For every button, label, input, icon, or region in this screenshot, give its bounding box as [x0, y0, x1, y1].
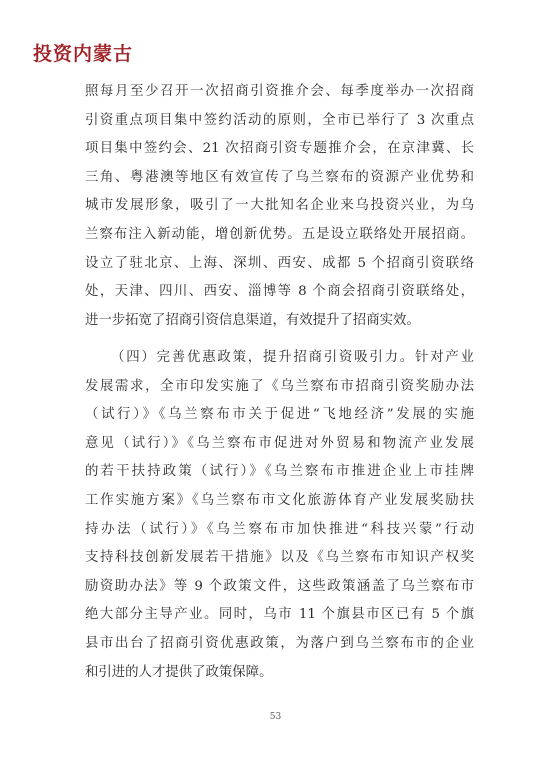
body-paragraph-1: [85, 78, 474, 335]
paragraph-line: （试行）》《乌兰察布市关于促进“飞地经济”发展的实施: [85, 407, 474, 423]
paragraph-line: 引资重点项目集中签约活动的原则，全市已举行了 3 次重点: [85, 112, 474, 128]
paragraph-line: 和引进的人才提供了政策保障。: [85, 664, 273, 680]
paragraph-line: 支持科技创新发展若干措施》以及《乌兰察布市知识产权奖: [85, 550, 474, 566]
paragraph-line: 县市出台了招商引资优惠政策，为落户到乌兰察布市的企业: [85, 635, 474, 651]
page-number: 53: [269, 712, 282, 722]
paragraph-line: 照每月至少召开一次招商引资推介会、每季度举办一次招商: [85, 84, 474, 99]
paragraph-line: 兰察布注入新动能，增创新优势。五是设立联络处开展招商。: [85, 226, 474, 242]
section-header-title: 投资内蒙古: [33, 43, 134, 65]
paragraph-line: 项目集中签约会、21 次招商引资专题推介会，在京津冀、长: [85, 141, 474, 157]
paragraph-line: 三角、粤港澳等地区有效宣传了乌兰察布的资源产业优势和: [85, 169, 474, 185]
body-paragraph-2: [85, 344, 474, 687]
paragraph-line: 的若干扶持政策（试行）》《乌兰察布市推进企业上市挂牌: [85, 464, 474, 480]
paragraph-line: 进一步拓宽了招商引资信息渠道，有效提升了招商实效。: [85, 312, 420, 328]
paragraph-line: 绝大部分主导产业。同时，乌市 11 个旗县市区已有 5 个旗: [85, 607, 474, 623]
paragraph-line: 持办法（试行）》《乌兰察布市加快推进“科技兴蒙”行动: [85, 521, 474, 537]
paragraph-line: 意见（试行）》《乌兰察布市促进对外贸易和物流产业发展: [85, 435, 474, 451]
paragraph-line: 城市发展形象，吸引了一大批知名企业来乌投资兴业，为乌: [85, 198, 474, 214]
paragraph-line: 励资助办法》等 9 个政策文件，这些政策涵盖了乌兰察布市: [85, 578, 474, 594]
paragraph-line: 处，天津、四川、西安、淄博等 8 个商会招商引资联络处，: [85, 284, 474, 300]
paragraph-line: 发展需求，全市印发实施了《乌兰察布市招商引资奖励办法: [85, 378, 474, 394]
paragraph-line: 设立了驻北京、上海、深圳、西安、成都 5 个招商引资联络: [85, 255, 474, 271]
paragraph-line: 工作实施方案》《乌兰察布市文化旅游体育产业发展奖励扶: [85, 492, 474, 508]
paragraph-line-indented: （四）完善优惠政策，提升招商引资吸引力。针对产业: [111, 350, 474, 365]
